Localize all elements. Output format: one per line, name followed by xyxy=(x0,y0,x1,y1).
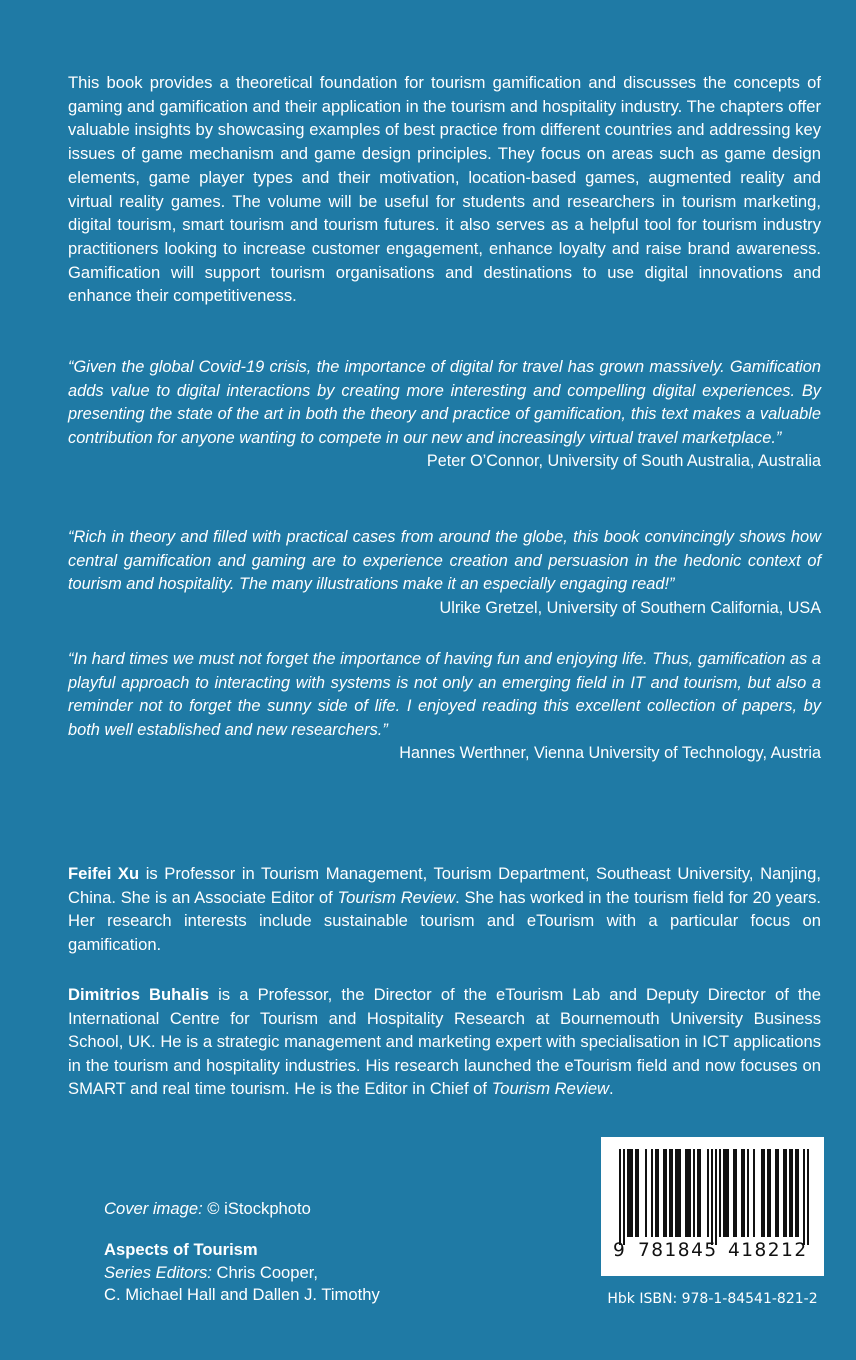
quote-attribution: Ulrike Gretzel, University of Southern California, USA xyxy=(439,598,821,617)
barcode-bar xyxy=(693,1149,695,1237)
barcode-bar xyxy=(795,1149,797,1237)
barcode-bar xyxy=(629,1149,631,1237)
barcode-bar xyxy=(769,1149,771,1237)
bio-text: . She has worked in the tourism field for 20 years. Her research interests include sustainable tourism and eTourism with a particular focus on gamification. xyxy=(68,887,821,954)
barcode-bar xyxy=(723,1149,725,1237)
barcode-bar xyxy=(669,1149,671,1237)
quote-attribution: Hannes Werthner, Vienna University of Technology, Austria xyxy=(399,744,821,762)
barcode-bar xyxy=(679,1149,681,1237)
barcode-bar xyxy=(791,1149,793,1237)
barcode-bar xyxy=(743,1149,745,1237)
bio-text: . xyxy=(609,1079,614,1099)
quote-text: “Given the global Covid-19 crisis, the importance of digital for travel has grown massively. Gamification adds value to digital interactions by creating more interesting and compelling digital experiences. By presenting the state of the art in both the theory and practice of gamification, this text makes a valuable contribution for anyone wanting to compete in our new and increasingly virtual travel marketplace.” xyxy=(68,358,821,447)
barcode-bar xyxy=(741,1149,743,1237)
barcode-bar xyxy=(687,1149,689,1237)
barcode-bar xyxy=(735,1149,737,1237)
barcode-bar xyxy=(677,1149,679,1237)
quote-attribution: Peter O’Connor, University of South Australia, Australia xyxy=(426,452,821,470)
barcode-bar xyxy=(619,1149,621,1245)
author-name: Dimitrios Buhalis xyxy=(68,985,209,1004)
barcode-bar xyxy=(685,1149,687,1237)
barcode-bar xyxy=(777,1149,779,1237)
barcode-bar xyxy=(783,1149,785,1237)
series-editors xyxy=(104,1262,380,1285)
barcode-bar xyxy=(797,1149,799,1237)
author-name: Feifei Xu xyxy=(68,864,140,883)
series-editors-names: Chris Cooper, xyxy=(211,1262,318,1282)
endorsement-quote xyxy=(68,526,821,620)
series-title: Aspects of Tourism xyxy=(104,1240,258,1259)
endorsement-quote xyxy=(68,356,821,474)
bio-text: is a Professor, the Director of the eTourism Lab and Deputy Director of the International Centre for Tourism and Hospitality Research at Bournemouth University Business School, UK. He is a strategic management and marketing expert with specialisation in ICT applications in the tourism and hospitality industries. His research launched the eTourism field and now focuses on SMART and real time tourism. He is the Editor in Chief of xyxy=(68,985,821,1099)
quote-text: “In hard times we must not forget the importance of having fun and enjoying life. Thus, gamification as a playful approach to interacting with systems is not only an emerging field in IT and tourism, but also a reminder not to forget the sunny side of life. I enjoyed reading this excellent collection of papers, by both well established and new researchers.” xyxy=(68,650,821,739)
series-info xyxy=(104,1239,380,1307)
barcode-bar xyxy=(665,1149,667,1237)
barcode-bar xyxy=(733,1149,735,1237)
barcode-bar xyxy=(767,1149,769,1237)
author-bio xyxy=(68,862,821,956)
series-editors-names: C. Michael Hall and Dallen J. Timothy xyxy=(104,1285,380,1304)
credit-value: © iStockphoto xyxy=(202,1199,311,1218)
barcode-bar xyxy=(711,1149,713,1245)
barcode-bar xyxy=(747,1149,749,1237)
barcode-bar xyxy=(719,1149,721,1237)
barcode-bars xyxy=(601,1137,824,1247)
journal-title: Tourism Review xyxy=(491,1079,610,1099)
barcode-bar xyxy=(627,1149,629,1237)
quote-text: “Rich in theory and filled with practical cases from around the globe, this book convincingly shows how central gamification and gaming are to experience creation and persuasion in the hedonic context of tourism and hospitality. The many illustrations make it an especially engaging read!” xyxy=(68,528,821,593)
isbn: Hbk ISBN: 978-1-84541-821-2 xyxy=(607,1291,818,1307)
barcode-bar xyxy=(761,1149,763,1237)
barcode-bar xyxy=(807,1149,809,1245)
author-bio xyxy=(68,983,821,1101)
journal-title: Tourism Review xyxy=(337,887,456,907)
barcode xyxy=(601,1137,824,1276)
cover-image-credit xyxy=(104,1198,311,1220)
barcode-bar xyxy=(637,1149,639,1237)
barcode-bar xyxy=(651,1149,653,1237)
barcode-bar xyxy=(803,1149,805,1245)
endorsement-quote xyxy=(68,648,821,766)
bio-text: is Professor in Tourism Management, Tourism Department, Southeast University, Nanjing, China. She is an Associate Editor of xyxy=(68,864,821,907)
barcode-bar xyxy=(671,1149,673,1237)
barcode-bar xyxy=(699,1149,701,1237)
barcode-digit-first: 9 xyxy=(613,1240,625,1261)
barcode-bar xyxy=(663,1149,665,1237)
credit-label: Cover image: xyxy=(104,1199,203,1218)
barcode-bar xyxy=(657,1149,659,1237)
barcode-digits xyxy=(601,1238,824,1268)
series-editors-label: Series Editors: xyxy=(104,1262,212,1282)
barcode-digits-right: 418212 xyxy=(728,1240,808,1261)
book-description: This book provides a theoretical foundation for tourism gamification and discusses the concepts of gaming and gamification and their application in the tourism and hospitality industry. The chapters offer valuable insights by showcasing examples of best practice from different countries and addressing key issues of game mechanism and game design principles. They focus on areas such as game design elements, game player types and their motivation, location-based games, augmented reality and virtual reality games. The volume will be useful for students and researchers in tourism marketing, digital tourism, smart tourism and tourism futures. it also serves as a helpful tool for tourism industry practitioners looking to increase customer engagement, enhance loyalty and raise brand awareness. Gamification will support tourism organisations and destinations to use digital innovations and enhance their competitiveness. xyxy=(68,73,821,306)
barcode-bar xyxy=(715,1149,717,1245)
barcode-bar xyxy=(635,1149,637,1237)
barcode-bar xyxy=(775,1149,777,1237)
barcode-bar xyxy=(789,1149,791,1237)
barcode-digits-left: 781845 xyxy=(638,1240,718,1261)
barcode-bar xyxy=(697,1149,699,1237)
barcode-bar xyxy=(623,1149,625,1245)
barcode-bar xyxy=(753,1149,755,1237)
barcode-bar xyxy=(645,1149,647,1237)
barcode-bar xyxy=(725,1149,727,1237)
barcode-bar xyxy=(689,1149,691,1237)
barcode-bar xyxy=(727,1149,729,1237)
barcode-bar xyxy=(707,1149,709,1237)
barcode-bar xyxy=(785,1149,787,1237)
barcode-bar xyxy=(655,1149,657,1237)
barcode-bar xyxy=(675,1149,677,1237)
barcode-bar xyxy=(763,1149,765,1237)
barcode-bar xyxy=(631,1149,633,1237)
